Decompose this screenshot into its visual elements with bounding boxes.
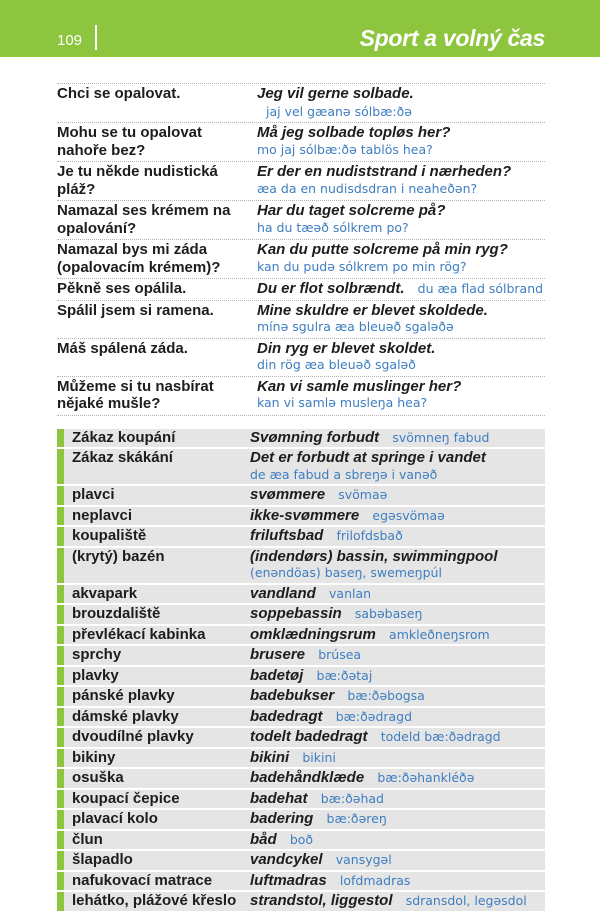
vocab-phonetic: sabəbaseŋ xyxy=(354,606,423,621)
vocab-row xyxy=(57,548,545,583)
row-accent-bar xyxy=(57,749,64,768)
phrase-danish: Din ryg er blevet skoldet. xyxy=(257,339,436,357)
vocab-czech: bikiny xyxy=(72,748,116,766)
vocab-row xyxy=(57,687,545,706)
phrase-row xyxy=(57,240,545,279)
vocab-czech: dámské plavky xyxy=(72,707,179,725)
phrase-row xyxy=(57,84,545,123)
page-title: Sport a volný čas xyxy=(359,25,545,51)
vocab-danish: omklædningsrum xyxy=(250,625,376,643)
vocab-danish: (indendørs) bassin, swimmingpool xyxy=(250,547,498,565)
vocab-row xyxy=(57,728,545,747)
vocab-row xyxy=(57,507,545,526)
vocab-translation-cell xyxy=(250,606,541,623)
vocab-danish: båd xyxy=(250,830,277,848)
vocab-phonetic: bæ:ðəreŋ xyxy=(326,811,387,826)
vocab-phonetic: sdransdol, legəsdol xyxy=(405,893,527,908)
vocab-danish: badedragt xyxy=(250,707,323,725)
vocab-phonetic: svömaə xyxy=(338,487,388,502)
phrase-czech: Máš spálená záda. xyxy=(57,339,188,357)
vocab-czech: dvoudílné plavky xyxy=(72,728,194,745)
vocab-row xyxy=(57,585,545,604)
phrase-danish: Jeg vil gerne solbade. xyxy=(257,85,414,102)
vocab-translation-cell xyxy=(250,668,541,685)
vocab-czech: lehátko, plážové křeslo xyxy=(72,892,237,909)
vocab-translation-cell xyxy=(250,647,541,664)
vocab-translation-cell xyxy=(250,508,541,525)
vocab-row xyxy=(57,708,545,727)
vocab-row xyxy=(57,605,545,624)
phrase-translation-cell xyxy=(257,280,545,298)
phrase-phonetic: ha du tæəð sólkrem po? xyxy=(257,219,409,235)
row-accent-bar xyxy=(57,892,64,911)
phrase-row xyxy=(57,123,545,162)
vocab-translation-cell xyxy=(250,627,541,644)
vocab-phonetic: bæ:ðəbogsa xyxy=(347,688,425,703)
phrase-danish: Du er flot solbrændt. xyxy=(257,280,405,297)
vocab-czech: člun xyxy=(72,830,103,848)
vocab-danish: svømmere xyxy=(250,486,326,503)
phrase-phonetic: kan vi samlə musleŋa hea? xyxy=(257,395,428,410)
vocab-czech: sprchy xyxy=(72,646,122,663)
vocab-phonetic: svömneŋ fabud xyxy=(392,429,490,445)
phrase-czech: Mohu se tu opalovat nahoře bez? xyxy=(57,124,203,159)
page-number: 109 xyxy=(57,32,83,49)
vocab-translation-cell xyxy=(250,811,541,828)
phrase-phonetic: æa da en nudisdsdran i neaheðən? xyxy=(257,180,478,196)
vocab-czech: plavací kolo xyxy=(72,810,158,827)
vocab-czech: šlapadlo xyxy=(72,851,133,868)
vocab-translation-cell xyxy=(250,487,541,504)
phrase-phonetic: mínə sgulra æa bleuəð sgaləðə xyxy=(257,319,454,334)
vocab-czech: osuška xyxy=(72,769,124,786)
vocab-danish: brusere xyxy=(250,646,306,663)
vocab-czech: nafukovací matrace xyxy=(72,871,213,889)
vocab-row xyxy=(57,810,545,829)
vocab-danish: bikini xyxy=(250,748,290,766)
phrase-translation-cell xyxy=(257,302,545,336)
header-divider-tick xyxy=(95,25,97,50)
phrase-phonetic: kan du pudə sólkrem po min rög? xyxy=(257,258,467,274)
vocab-row xyxy=(57,449,545,484)
phrase-row xyxy=(57,201,545,240)
vocab-danish: badehat xyxy=(250,789,308,807)
row-accent-bar xyxy=(57,831,64,850)
vocab-danish: todelt badedragt xyxy=(250,728,368,745)
vocab-phonetic: frilofdsbað xyxy=(336,528,403,543)
vocab-phonetic: lofdmadras xyxy=(339,872,411,888)
vocab-translation-cell xyxy=(250,430,541,447)
vocab-phonetic: vanlan xyxy=(329,585,372,601)
vocab-translation-cell xyxy=(250,832,541,849)
row-accent-bar xyxy=(57,790,64,809)
row-accent-bar xyxy=(57,486,64,505)
phrase-phonetic: du æa flad sólbrand xyxy=(417,281,544,296)
vocab-phonetic: amkleðneŋsrom xyxy=(389,626,490,642)
phrases-section xyxy=(57,83,545,416)
vocab-row xyxy=(57,527,545,546)
vocab-row xyxy=(57,831,545,850)
vocab-translation-cell xyxy=(250,791,541,808)
phrase-czech: Namazal ses krémem na opalování? xyxy=(57,202,231,237)
row-accent-bar xyxy=(57,810,64,829)
vocab-translation-cell xyxy=(250,750,541,767)
phrase-czech: Spálil jsem si ramena. xyxy=(57,301,214,319)
phrase-danish: Har du taget solcreme på? xyxy=(257,202,446,219)
row-accent-bar xyxy=(57,429,64,448)
phrase-danish: Må jeg solbade topløs her? xyxy=(257,124,451,141)
row-accent-bar xyxy=(57,708,64,727)
vocab-translation-cell xyxy=(250,528,541,545)
vocab-phonetic: boð xyxy=(289,831,314,847)
vocab-phonetic: bikini xyxy=(302,749,336,765)
vocab-row xyxy=(57,429,545,448)
vocab-phonetic: bæ:ðətaj xyxy=(316,667,373,683)
phrase-czech: Pěkně ses opálila. xyxy=(57,280,187,297)
vocab-phonetic: bæ:ðəhankléðə xyxy=(377,770,475,785)
vocab-danish: Svømning forbudt xyxy=(250,428,380,446)
row-accent-bar xyxy=(57,667,64,686)
vocab-translation-cell xyxy=(250,549,541,582)
vocab-czech: (krytý) bazén xyxy=(72,547,165,565)
vocab-danish: strandstol, liggestol xyxy=(250,892,393,909)
row-accent-bar xyxy=(57,527,64,546)
row-accent-bar xyxy=(57,687,64,706)
row-accent-bar xyxy=(57,646,64,665)
vocab-row xyxy=(57,667,545,686)
phrase-row xyxy=(57,162,545,201)
vocab-danish: Det er forbudt at springe i vandet xyxy=(250,449,486,466)
phrase-czech: Namazal bys mi záda (opalovacím krémem)? xyxy=(57,241,221,276)
vocab-czech: Zákaz skákání xyxy=(72,449,173,466)
phrase-translation-cell xyxy=(257,378,545,413)
phrase-danish: Mine skuldre er blevet skoldede. xyxy=(257,301,488,319)
phrase-translation-cell xyxy=(257,241,545,276)
phrase-czech: Můžeme si tu nasbírat nějaké mušle? xyxy=(57,377,214,412)
phrase-czech: Chci se opalovat. xyxy=(57,85,181,102)
phrase-danish: Kan du putte solcreme på min ryg? xyxy=(257,241,508,258)
row-accent-bar xyxy=(57,728,64,747)
vocab-czech: plavci xyxy=(72,486,115,503)
phrase-translation-cell xyxy=(257,85,545,120)
vocab-czech: koupaliště xyxy=(72,527,147,544)
vocab-translation-cell xyxy=(250,729,541,746)
vocab-czech: akvapark xyxy=(72,584,138,602)
vocab-translation-cell xyxy=(250,688,541,705)
phrase-phonetic: din rög æa bleuəð sgaləð xyxy=(257,357,416,372)
vocab-czech: brouzdaliště xyxy=(72,605,161,622)
vocab-czech: pánské plavky xyxy=(72,687,175,704)
phrase-translation-cell xyxy=(257,163,545,198)
vocab-translation-cell xyxy=(250,450,541,483)
vocab-phonetic: bæ:ðədragd xyxy=(335,708,413,724)
vocab-czech: Zákaz koupání xyxy=(72,428,176,446)
vocab-row xyxy=(57,790,545,809)
vocab-danish: ikke-svømmere xyxy=(250,506,360,524)
vocab-danish: luftmadras xyxy=(250,871,327,889)
phrase-row xyxy=(57,279,545,301)
row-accent-bar xyxy=(57,769,64,788)
vocab-row xyxy=(57,646,545,665)
phrase-phonetic: mo jaj sólbæ:ðə tablös hea? xyxy=(257,141,433,157)
vocab-danish: badebukser xyxy=(250,687,335,704)
row-accent-bar xyxy=(57,605,64,624)
vocab-danish: friluftsbad xyxy=(250,527,324,544)
vocab-phonetic: brúsea xyxy=(318,647,362,662)
vocab-translation-cell xyxy=(250,893,541,910)
vocab-translation-cell xyxy=(250,709,541,726)
vocab-danish: vandland xyxy=(250,584,316,602)
vocab-phonetic: bæ:ðəhad xyxy=(320,790,384,806)
phrase-row xyxy=(57,339,545,377)
vocab-translation-cell xyxy=(250,852,541,869)
phrase-row xyxy=(57,301,545,339)
vocab-phonetic: vansygəl xyxy=(335,852,392,867)
phrase-row xyxy=(57,377,545,416)
vocab-row xyxy=(57,626,545,645)
phrase-phonetic: jaj vel gæanə sólbæ:ðə xyxy=(266,103,412,119)
vocab-row xyxy=(57,851,545,870)
header-band xyxy=(0,0,600,57)
vocab-czech: koupací čepice xyxy=(72,789,180,807)
row-accent-bar xyxy=(57,872,64,891)
row-accent-bar xyxy=(57,585,64,604)
vocab-row xyxy=(57,486,545,505)
vocab-translation-cell xyxy=(250,873,541,890)
vocab-row xyxy=(57,769,545,788)
phrase-czech: Je tu někde nudistická pláž? xyxy=(57,163,218,198)
vocab-phonetic: de æa fabud a sbreŋə i vanəð xyxy=(250,466,438,482)
phrase-translation-cell xyxy=(257,340,545,374)
phrase-translation-cell xyxy=(257,124,545,159)
vocab-danish: badehåndklæde xyxy=(250,769,365,786)
vocab-phonetic: todeld bæ:ðədragd xyxy=(380,729,501,744)
row-accent-bar xyxy=(57,449,64,484)
vocab-phonetic: egəsvömaə xyxy=(372,507,445,523)
row-accent-bar xyxy=(57,548,64,583)
row-accent-bar xyxy=(57,507,64,526)
vocabulary-section xyxy=(57,429,545,911)
vocab-danish: soppebassin xyxy=(250,605,342,622)
vocab-row xyxy=(57,892,545,911)
row-accent-bar xyxy=(57,626,64,645)
vocab-row xyxy=(57,749,545,768)
vocab-danish: badering xyxy=(250,810,314,827)
vocab-danish: badetøj xyxy=(250,666,304,684)
vocab-danish: vandcykel xyxy=(250,851,323,868)
vocab-phonetic: (enəndöas) baseŋ, swemeŋpúl xyxy=(250,565,442,580)
vocab-translation-cell xyxy=(250,770,541,787)
phrase-translation-cell xyxy=(257,202,545,237)
vocab-czech: převlékací kabinka xyxy=(72,625,206,643)
row-accent-bar xyxy=(57,851,64,870)
vocab-row xyxy=(57,872,545,891)
vocab-translation-cell xyxy=(250,586,541,603)
vocab-czech: plavky xyxy=(72,666,119,684)
phrase-danish: Kan vi samle muslinger her? xyxy=(257,377,462,395)
phrase-danish: Er der en nudiststrand i nærheden? xyxy=(257,163,512,180)
vocab-czech: neplavci xyxy=(72,506,133,524)
